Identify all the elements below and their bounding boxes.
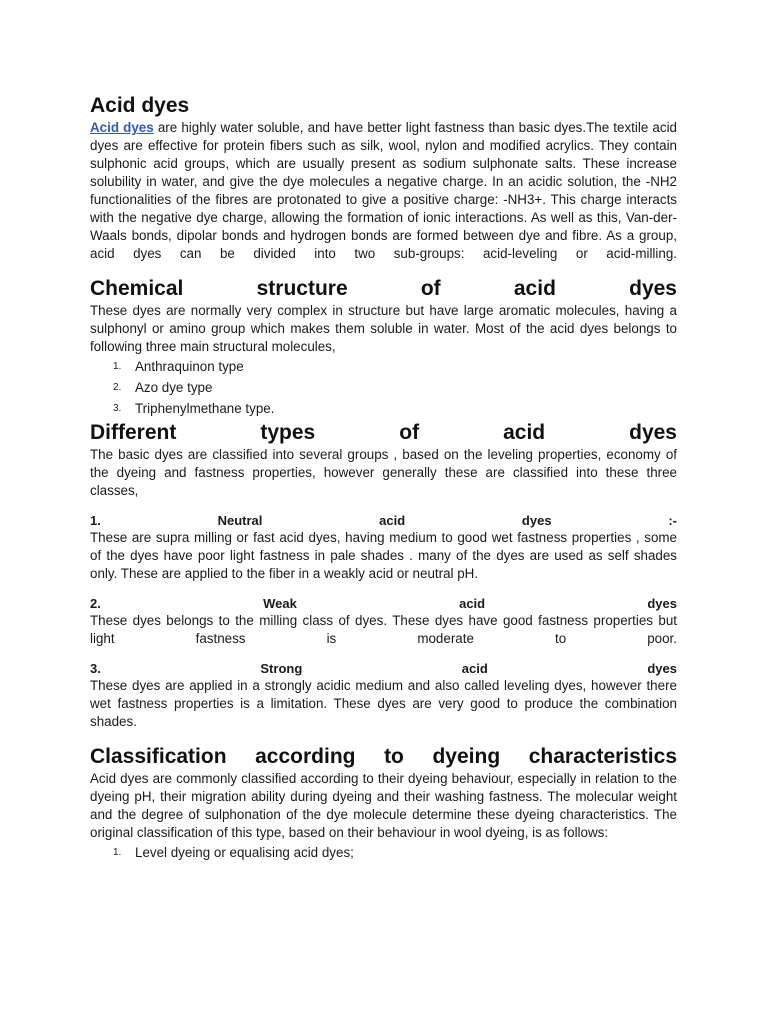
heading-acid-dyes: Acid dyes <box>90 94 190 117</box>
strong-acid-dyes-paragraph: These dyes are applied in a strongly acidic medium and also called leveling dyes, however there wet fastness properties is a limitation. These dyes are very good to produce the combination shades. <box>90 678 677 729</box>
list-item-number: 1. <box>113 361 122 372</box>
weak-acid-dyes-paragraph: These dyes belongs to the milling class of dyes. These dyes have good fastness properties but light fastness is moderate to poor. <box>90 613 677 646</box>
subheading-weak-acid-dyes: 2. Weak acid dyes <box>90 596 677 611</box>
classification-paragraph: Acid dyes are commonly classified according to their dyeing behaviour, especially in relation to the dyeing pH, their migration ability during dyeing and their washing fastness. The molecular weight and the degree of sulphonation of the dye molecule determine these dyeing characteristics. The original classification of this type, based on their behaviour in wool dyeing, is as follows: <box>90 771 677 840</box>
list-item-number: 2. <box>113 382 122 393</box>
heading-classification: Classification according to dyeing characteristics <box>90 745 677 768</box>
structure-list <box>90 356 677 419</box>
list-item-number: 3. <box>113 403 122 414</box>
acid-dyes-paragraph <box>90 119 677 263</box>
neutral-acid-dyes-paragraph: These are supra milling or fast acid dyes, having medium to good wet fastness properties , some of the dyes have poor light fastness in pale shades . many of the dyes are used as self shades only. These are applied to the fiber in a weakly acid or neutral pH. <box>90 530 677 581</box>
heading-different-types: Different types of acid dyes <box>90 421 677 444</box>
different-types-paragraph: The basic dyes are classified into several groups , based on the leveling properties, economy of the dyeing and fastness properties, however generally these are classified into these three classes, <box>90 447 677 498</box>
list-item <box>90 842 677 863</box>
list-item-text: Azo dye type <box>135 380 213 395</box>
chemical-structure-paragraph: These dyes are normally very complex in structure but have large aromatic molecules, having a sulphonyl or amino group which makes them soluble in water. Most of the acid dyes belongs to following three main structural molecules, <box>90 303 677 354</box>
list-item-text: Level dyeing or equalising acid dyes; <box>135 845 354 860</box>
acid-dyes-body: are highly water soluble, and have better light fastness than basic dyes.The textile acid dyes are effective for protein fibers such as silk, wool, nylon and modified acrylics. They contain sulphonic acid groups, which are usually present as sodium sulphonate salts. These increase solubility in water, and give the dye molecules a negative charge. In an acidic solution, the -NH2 functionalities of the fibres are protonated to give a positive charge: -NH3+. This charge interacts with the negative dye charge, allowing the formation of ionic interactions. As well as this, Van-der-Waals bonds, dipolar bonds and hydrogen bonds are formed between dye and fibre. As a group, acid dyes can be divided into two sub-groups: acid-leveling or acid-milling. <box>90 120 677 261</box>
heading-chemical-structure: Chemical structure of acid dyes <box>90 277 677 300</box>
list-item-text: Triphenylmethane type. <box>135 401 275 416</box>
list-item-number: 1. <box>113 847 122 858</box>
acid-dyes-link[interactable]: Acid dyes <box>90 120 154 135</box>
classification-list <box>90 842 677 863</box>
list-item <box>90 398 677 419</box>
list-item-text: Anthraquinon type <box>135 359 244 374</box>
list-item <box>90 356 677 377</box>
document-content <box>90 92 677 863</box>
list-item <box>90 377 677 398</box>
subheading-neutral-acid-dyes: 1. Neutral acid dyes :- <box>90 513 677 528</box>
subheading-strong-acid-dyes: 3. Strong acid dyes <box>90 661 677 676</box>
